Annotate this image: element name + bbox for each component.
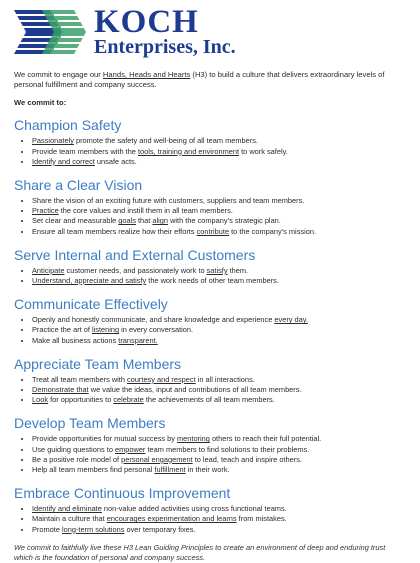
underlined-phrase: Passionately (32, 136, 74, 146)
logo-wordmark-enterprises: Enterprises, Inc. (94, 36, 236, 58)
underlined-phrase: Demonstrate that (32, 385, 89, 395)
bullet-text: promote the safety and well-being of all team members. (73, 136, 258, 146)
underlined-phrase: align (152, 216, 169, 226)
bullet-item (32, 147, 406, 157)
bullet-text: over temporary fixes. (124, 524, 196, 534)
bullet-item (32, 504, 406, 514)
section-title: Champion Safety (14, 117, 122, 134)
sections-container (14, 117, 406, 534)
bullet-item (32, 325, 406, 335)
bullet-item (32, 315, 406, 325)
section-bullet-list (14, 375, 406, 406)
bullet-item (32, 336, 406, 346)
bullet-item (32, 375, 406, 385)
bullet-item (32, 266, 406, 276)
bullet-text: from mistakes. (236, 514, 287, 524)
bullet-text: to the company’s mission. (229, 226, 317, 236)
underlined-phrase: tools, training and environment (137, 146, 240, 156)
logo-wordmark-koch: KOCH (94, 4, 199, 40)
bullet-item (32, 276, 406, 286)
bullet-text: Use guiding questions to (32, 444, 115, 454)
underlined-phrase: transparent. (118, 335, 158, 345)
bullet-text: the achievements of all team members. (143, 395, 275, 405)
bullet-text: to work safely. (239, 146, 288, 156)
bullet-item (32, 395, 406, 405)
commit-heading: We commit to: (14, 98, 67, 108)
underlined-phrase: Look (32, 395, 49, 405)
bullet-text: Ensure all team members realize how their efforts (32, 226, 197, 236)
underlined-phrase: personal engagement (121, 454, 193, 464)
underlined-phrase: long-term solutions (62, 524, 125, 534)
company-logo (14, 6, 274, 58)
underlined-phrase: Understand, appreciate and satisfy (32, 276, 147, 286)
underlined-phrase: goals (118, 216, 136, 226)
bullet-text: for opportunities to (48, 395, 114, 405)
bullet-text: customer needs, and passionately work to (64, 265, 207, 275)
bullet-text: Provide team members with the (32, 146, 138, 156)
bullet-text: Provide opportunities for mutual success by (32, 434, 178, 444)
bullet-text: to lead, teach and inspire others. (192, 454, 302, 464)
section-bullet-list (14, 315, 406, 346)
bullet-text: Set clear and measurable (32, 216, 119, 226)
section-title: Appreciate Team Members (14, 355, 182, 372)
section-title: Share a Clear Vision (14, 177, 143, 194)
bullet-text: we value the ideas, input and contributions of all team members. (88, 385, 302, 395)
bullet-text: Make all business actions (32, 335, 119, 345)
closing-statement: We commit to faithfully live these H3 Lean Guiding Principles to create an environment of deep and enduring trust which is the foundation of personal and company success. (14, 542, 386, 563)
underlined-phrase: satisfy (206, 265, 228, 275)
bullet-item (32, 227, 406, 237)
bullet-text: Openly and honestly communicate, and share knowledge and experience (32, 315, 275, 325)
underlined-phrase: Anticipate (32, 265, 65, 275)
bullet-item (32, 157, 406, 167)
principles-content (14, 70, 406, 563)
bullet-text: in their work. (185, 465, 230, 475)
section-bullet-list (14, 196, 406, 237)
underlined-phrase: Identify and eliminate (32, 504, 102, 514)
section-bullet-list (14, 504, 406, 535)
section-bullet-list (14, 434, 406, 475)
intro-emphasis: Hands, Heads and Hearts (102, 70, 191, 79)
underlined-phrase: courtesy and respect (127, 374, 196, 384)
underlined-phrase: mentoring (177, 434, 210, 444)
section-bullet-list (14, 266, 406, 286)
bullet-text: unsafe acts. (94, 156, 137, 166)
bullet-text: non-value added activities using cross functional teams. (101, 504, 287, 514)
bullet-item (32, 216, 406, 226)
bullet-text: Treat all team members with (32, 374, 128, 384)
underlined-phrase: fulfillment (154, 465, 186, 475)
bullet-text: team members to find solutions to their problems. (145, 444, 310, 454)
bullet-text: the work needs of other team members. (146, 276, 279, 286)
bullet-item (32, 196, 406, 206)
bullet-text: Practice the art of (32, 325, 92, 335)
bullet-text: them. (227, 265, 249, 275)
underlined-phrase: Identify and correct (32, 156, 95, 166)
section-bullet-list (14, 136, 406, 167)
bullet-text: Be a positive role model of (32, 454, 122, 464)
bullet-text: in every conversation. (119, 325, 194, 335)
bullet-text: Promote (32, 524, 62, 534)
bullet-item (32, 445, 406, 455)
underlined-phrase: contribute (196, 226, 230, 236)
bullet-text: in all interactions. (195, 374, 255, 384)
underlined-phrase: every day. (274, 315, 308, 325)
logo-stripes-icon (14, 10, 88, 54)
bullet-item (32, 434, 406, 444)
section-title: Embrace Continuous Improvement (14, 485, 231, 502)
section-title: Serve Internal and External Customers (14, 246, 256, 263)
bullet-item (32, 465, 406, 475)
bullet-item (32, 525, 406, 535)
section-title: Develop Team Members (14, 415, 166, 432)
bullet-text: Share the vision of an exciting future with customers, suppliers and team members. (32, 196, 305, 206)
bullet-item (32, 385, 406, 395)
intro-paragraph: We commit to engage our Hands, Heads and Hearts (H3) to build a culture that delivers extraordinary levels of personal fulfillment and company success. (14, 70, 385, 90)
bullet-text: Help all team members find personal (32, 465, 155, 475)
bullet-text: Maintain a culture that (32, 514, 107, 524)
bullet-text: that (135, 216, 153, 226)
underlined-phrase: empower (115, 444, 146, 454)
bullet-text: the core values and instill them in all team members. (58, 206, 233, 216)
underlined-phrase: encourages experimentation and learns (106, 514, 237, 524)
section-title: Communicate Effectively (14, 296, 168, 313)
bullet-item (32, 136, 406, 146)
bullet-text: with the company’s strategic plan. (168, 216, 281, 226)
bullet-item (32, 206, 406, 216)
underlined-phrase: celebrate (113, 395, 144, 405)
underlined-phrase: Practice (32, 206, 59, 216)
bullet-text: others to reach their full potential. (209, 434, 322, 444)
underlined-phrase: listening (91, 325, 120, 335)
bullet-item (32, 514, 406, 524)
bullet-item (32, 455, 406, 465)
